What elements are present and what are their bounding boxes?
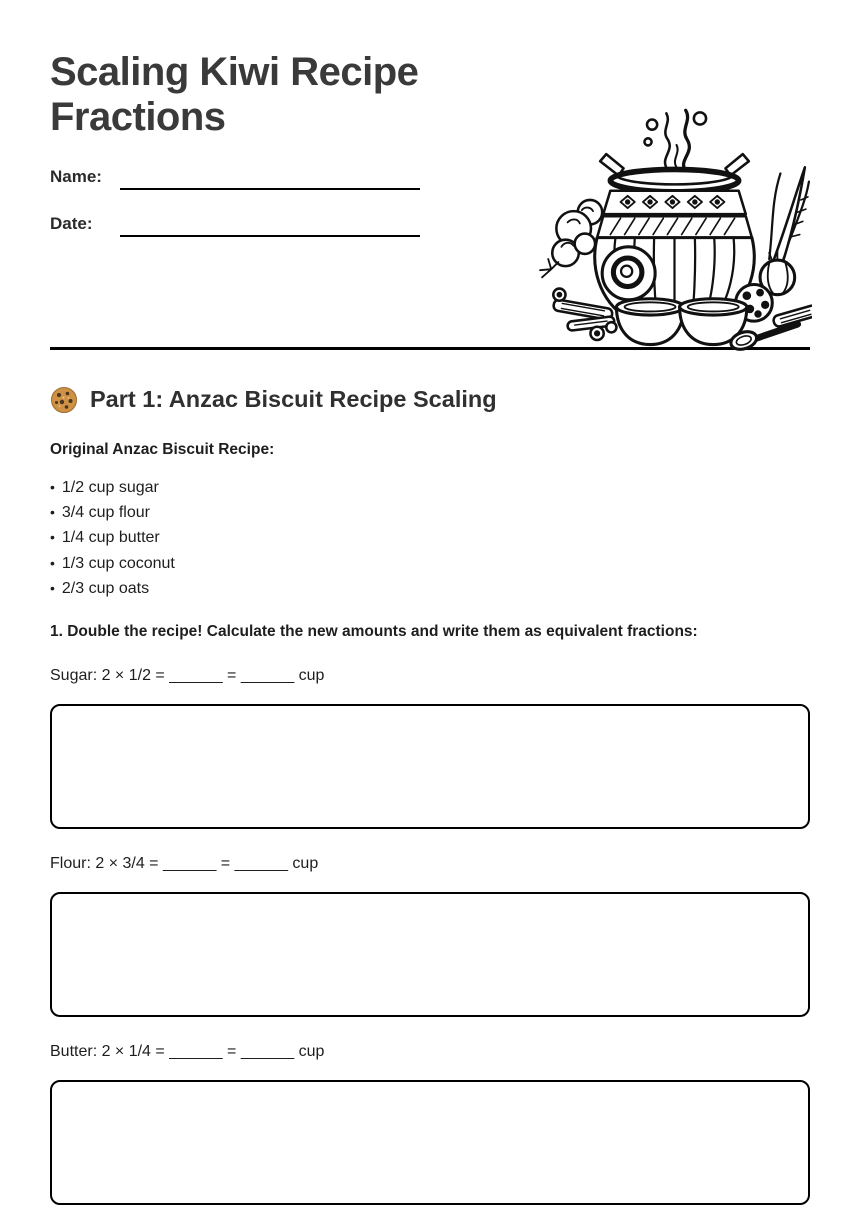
date-field-row [50,213,420,237]
ingredient-list [50,475,810,602]
hangi-pot-illustration [537,108,812,353]
steaming-pot-drawing [537,108,812,353]
bullet-glyph: • [50,554,55,571]
ingredient-item: • 1/2 cup sugar [50,478,159,496]
question-1-instruction: 1. Double the recipe! Calculate the new amounts and write them as equivalent fractions: [50,622,698,640]
page-title: Scaling Kiwi Recipe Fractions [50,50,419,139]
name-label: Name: [50,166,102,186]
answer-box-sugar[interactable] [50,704,810,829]
problem-sugar-label: Sugar: 2 × 1/2 = ______ = ______ cup [50,666,325,684]
bullet-glyph: • [50,529,55,546]
name-field-row [50,166,420,190]
bullet-glyph: • [50,580,55,597]
bullet-glyph: • [50,478,55,495]
problem-flour-label: Flour: 2 × 3/4 = ______ = ______ cup [50,854,319,872]
part1-heading [50,386,810,414]
bullet-glyph: • [50,504,55,520]
part1-heading-text: Part 1: Anzac Biscuit Recipe Scaling [90,386,497,413]
problem-butter-label: Butter: 2 × 1/4 = ______ = ______ cup [50,1042,325,1060]
date-label: Date: [50,213,93,233]
ingredient-item: • 1/4 cup butter [50,529,160,547]
worksheet-page [0,50,860,1211]
ingredient-item: • 1/3 cup coconut [50,554,175,572]
ingredient-item: • 3/4 cup flour [50,504,150,521]
answer-box-butter[interactable] [50,1080,810,1205]
cookie-icon [50,386,78,414]
answer-box-flour[interactable] [50,892,810,1017]
date-input-line[interactable] [120,213,420,237]
name-input-line[interactable] [120,166,420,190]
ingredient-item: • 2/3 cup oats [50,580,150,598]
recipe-title: Original Anzac Biscuit Recipe: [50,440,275,458]
